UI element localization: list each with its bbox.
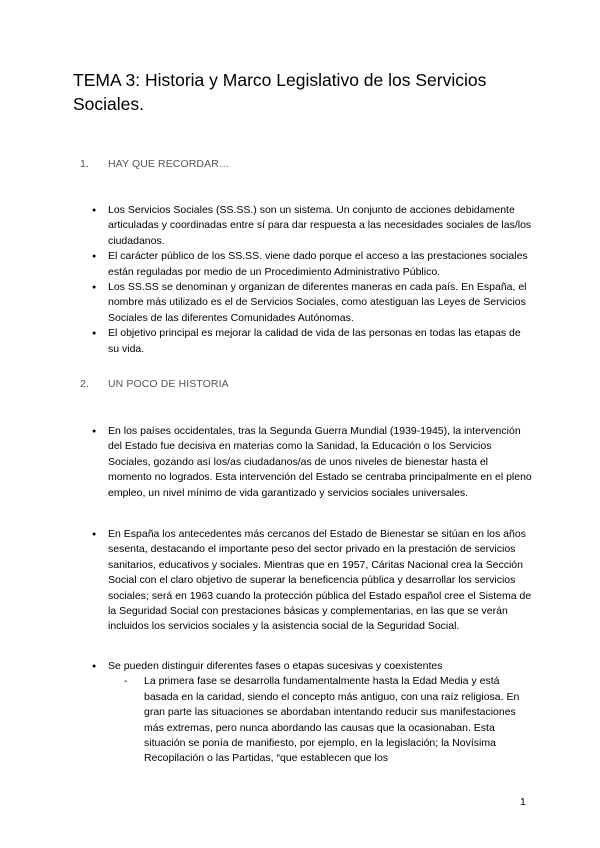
page-number: 1 [520,796,526,808]
section-heading-1 [80,158,230,170]
list-item: ● El objetivo principal es mejorar la calidad de vida de las personas en todas las etapas de su vida. [92,326,532,357]
section-title: UN POCO DE HISTORIA [108,378,229,390]
section-2-bullet-list-b [92,527,532,635]
section-number: 2. [80,378,89,390]
list-item: ● En los países occidentales, tras la Segunda Guerra Mundial (1939-1945), la intervención del Estado fue decisiva en materias como la Sanidad, la Educación o los Servicios Sociales, gozando así los/as ciudadanos/as de unos niveles de bienestar hasta el momento no logrados. Esta intervención del Estado se centraba principalmente en el pleno empleo, un nivel mínimo de vida garantizado y servicios sociales universales. [92,424,532,501]
sub-list-item: - La primera fase se desarrolla fundamentalmente hasta la Edad Media y está basada en la caridad, siendo el concepto más antiguo, con una raíz religiosa. En gran parte las situaciones se abordaban intentando reducir sus manifestaciones más extremas, pero nunca abordando las causas que la ocasionaban. Esta situación se ponía de manifiesto, por ejemplo, en la legislación; la Novísima Recopilación o las Partidas, “que establecen que los [108,674,532,766]
list-item: ● En España los antecedentes más cercanos del Estado de Bienestar se sitúan en los años sesenta, destacando el importante peso del sector privado en la prestación de servicios sanitarios, educativos y sociales. Mientras que en 1957, Cáritas Nacional crea la Sección Social con el claro objetivo de superar la beneficencia pública y desarrollar los servicios sociales; será en 1963 cuando la protección pública del Estado español cree el Sistema de la Seguridad Social con prestaciones básicas y complementarias, en las que se verán incluidos los servicios sociales y la asistencia social de la Seguridad Social. [92,527,532,635]
section-number: 1. [80,158,89,170]
list-item-text: Se pueden distinguir diferentes fases o etapas sucesivas y coexistentes [108,660,443,672]
sub-list [108,674,532,766]
list-item [92,659,532,767]
section-title: HAY QUE RECORDAR… [108,158,230,170]
section-heading-2 [80,378,229,390]
document-title: TEMA 3: Historia y Marco Legislativo de los Servicios Sociales. [73,70,487,114]
section-1-bullet-list [92,203,532,357]
list-item: ● Los Servicios Sociales (SS.SS.) son un sistema. Un conjunto de acciones debidamente articuladas y coordinadas entre sí para dar respuesta a las necesidades sociales de las/los ciudadanos. [92,203,532,249]
list-item: ● El carácter público de los SS.SS. viene dado porque el acceso a las prestaciones sociales están reguladas por medio de un Procedimiento Administrativo Público. [92,249,532,280]
list-item: ● Los SS.SS se denominan y organizan de diferentes maneras en cada país. En España, el nombre más utilizado es el de Servicios Sociales, como atestiguan las Leyes de Servicios Sociales de las diferentes Comunidades Autónomas. [92,280,532,326]
section-2-bullet-list-a [92,424,532,501]
section-2-bullet-list-c [92,659,532,767]
